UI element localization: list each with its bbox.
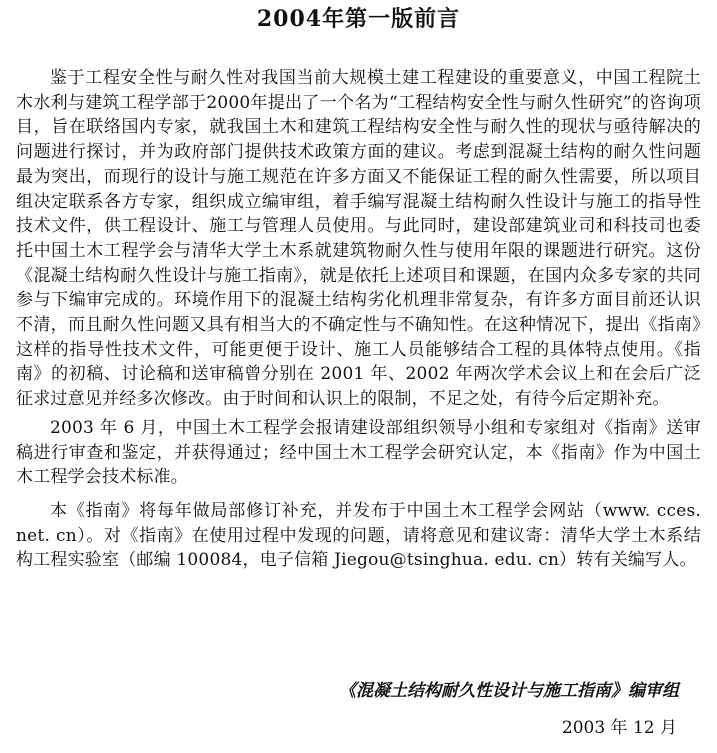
paragraph-3: 本《指南》将每年做局部修订补充，并发布于中国土木工程学会网站（www. cces. net. cn）。对《指南》在使用过程中发现的问题，请将意见和建议寄：清华大学土木系结构工程实验室（邮编 100084，电子信箱 Jiegou@tsinghua. edu. cn）转有关编写人。 [16, 500, 701, 571]
signature-date: 2003 年 12 月 [561, 718, 677, 738]
preface-body [16, 66, 701, 573]
paragraph-1: 鉴于工程安全性与耐久性对我国当前大规模土建工程建设的重要意义，中国工程院土木水利与建筑工程学部于2000年提出了一个名为“工程结构安全性与耐久性研究”的咨询项目，旨在联络国内专家，就我国土木和建筑工程结构安全性与耐久性的现状与亟待解决的问题进行探讨，并为政府部门提供技术政策方面的建议。考虑到混凝土结构的耐久性问题最为突出，而现行的设计与施工规范在许多方面又不能保证工程的耐久性需要，所以项目组决定联系各方专家，组织成立编审组，着手编写混凝土结构耐久性设计与施工的指导性技术文件，供工程设计、施工与管理人员使用。与此同时，建设部建筑业司和科技司也委托中国土木工程学会与清华大学土木系就建筑物耐久性与使用年限的课题进行研究。这份《混凝土结构耐久性设计与施工指南》，就是依托上述项目和课题，在国内众多专家的共同参与下编审完成的。环境作用下的混凝土结构劣化机理非常复杂，有许多方面目前还认识不清，而且耐久性问题又具有相当大的不确定性与不确知性。在这种情况下，提出《指南》这样的指导性技术文件，可能更便于设计、施工人员能够结合工程的具体特点使用。《指南》的初稿、讨论稿和送审稿曾分别在 2001 年、2002 年两次学术会议上和在会后广泛征求过意见并经多次修改。由于时间和认识上的限制，不足之处，有待今后定期补充。 [16, 68, 701, 410]
page-title: 2004年第一版前言 [256, 6, 461, 32]
signature: 《混凝土结构耐久性设计与施工指南》编审组 [339, 681, 679, 701]
paragraph-2: 2003 年 6 月，中国土木工程学会报请建设部组织领导小组和专家组对《指南》送审稿进行审查和鉴定，并获得通过；经中国土木工程学会研究认定，本《指南》作为中国土木工程学会技术标准。 [16, 417, 701, 488]
